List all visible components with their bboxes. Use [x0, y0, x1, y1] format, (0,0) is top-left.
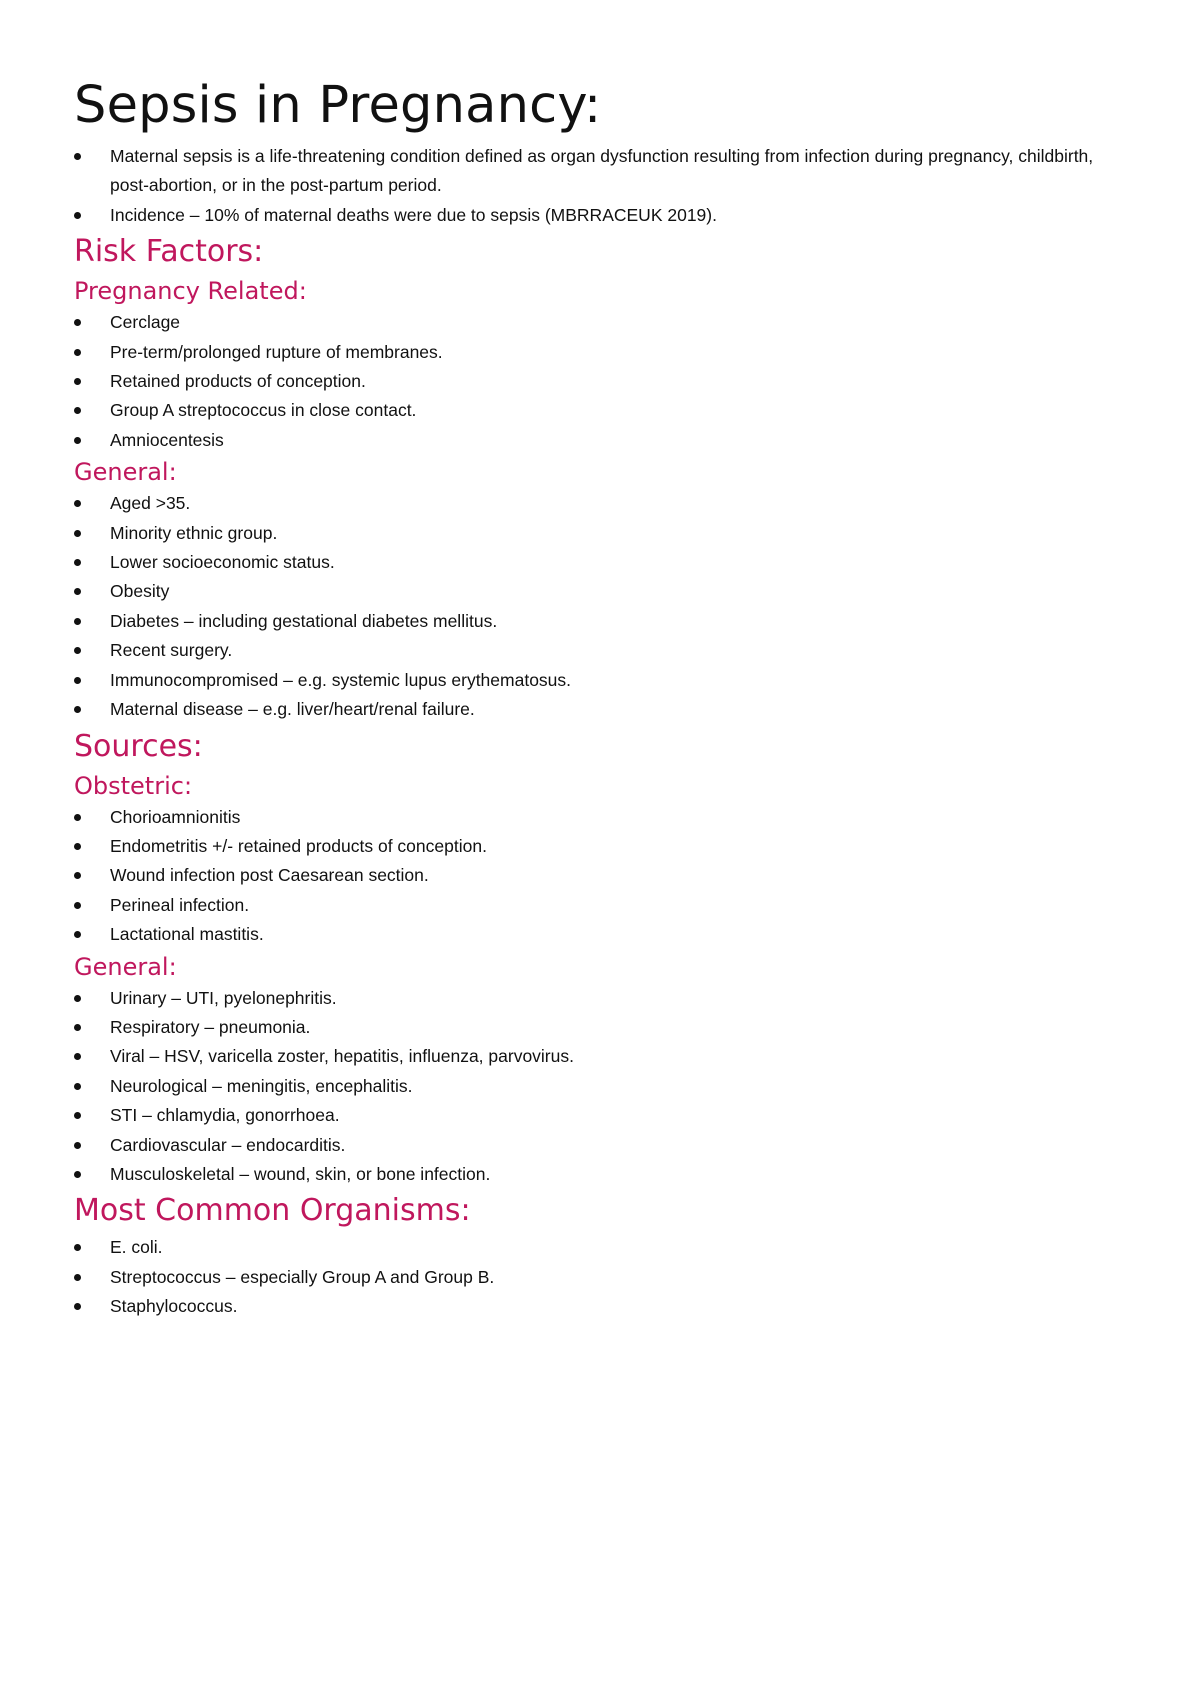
list-item-text: Urinary – UTI, pyelonephritis. [110, 987, 337, 1008]
list-item [74, 984, 1134, 1013]
list-item [74, 1072, 1134, 1101]
list-item-text: Incidence – 10% of maternal deaths were due to sepsis (MBRRACEUK 2019). [110, 204, 717, 225]
bullet-icon [74, 931, 81, 938]
list-item-text: Recent surgery. [110, 640, 233, 661]
list-item-text: Musculoskeletal – wound, skin, or bone infection. [110, 1163, 491, 1184]
bullet-icon [74, 437, 81, 444]
list-item [74, 666, 1134, 695]
risk-general-list [74, 489, 1134, 724]
list-item [74, 426, 1134, 455]
list-item-text: Wound infection post Caesarean section. [110, 865, 429, 886]
bullet-icon [74, 378, 81, 385]
list-item-text: E. coli. [110, 1237, 163, 1258]
list-item [74, 548, 1134, 577]
list-item-text: Aged >35. [110, 493, 191, 514]
bullet-icon [74, 349, 81, 356]
list-item [74, 1160, 1134, 1189]
list-item [74, 338, 1134, 367]
section-heading-organisms: Most Common Organisms: [74, 1193, 471, 1229]
organisms-list [74, 1233, 1134, 1321]
bullet-icon [74, 1274, 81, 1281]
list-item-text: Maternal sepsis is a life-threatening condition defined as organ dysfunction resulting from infection during pregnancy, childbirth, post-abortion, or in the post-partum period. [110, 146, 1094, 196]
section-heading-sources: Sources: [74, 728, 203, 764]
subsection-heading-pregnancy-related: Pregnancy Related: [74, 277, 307, 306]
list-item-text: Respiratory – pneumonia. [110, 1016, 311, 1037]
list-item-text: STI – chlamydia, gonorrhoea. [110, 1105, 340, 1126]
list-item-text: Endometritis +/- retained products of conception. [110, 835, 487, 856]
list-item [74, 201, 1134, 230]
list-item [74, 832, 1134, 861]
list-item-text: Obesity [110, 581, 170, 602]
list-item [74, 891, 1134, 920]
list-item-text: Retained products of conception. [110, 371, 366, 392]
list-item-text: Minority ethnic group. [110, 522, 278, 543]
bullet-icon [74, 618, 81, 625]
list-item-text: Cerclage [110, 312, 181, 333]
bullet-icon [74, 407, 81, 414]
list-item [74, 1131, 1134, 1160]
list-item [74, 577, 1134, 606]
bullet-icon [74, 559, 81, 566]
list-item [74, 1042, 1134, 1071]
bullet-icon [74, 677, 81, 684]
bullet-icon [74, 1244, 81, 1251]
bullet-icon [74, 1112, 81, 1119]
list-item-text: Pre-term/prolonged rupture of membranes. [110, 341, 443, 362]
bullet-icon [74, 814, 81, 821]
sources-general-list [74, 984, 1134, 1190]
section-heading-risk-factors: Risk Factors: [74, 234, 264, 270]
list-item-text: Lower socioeconomic status. [110, 552, 335, 573]
list-item-text: Chorioamnionitis [110, 806, 241, 827]
list-item-text: Group A streptococcus in close contact. [110, 400, 417, 421]
list-item [74, 308, 1134, 337]
subsection-heading-risk-general: General: [74, 458, 177, 487]
list-item [74, 367, 1134, 396]
list-item-text: Immunocompromised – e.g. systemic lupus erythematosus. [110, 669, 572, 690]
list-item-text: Perineal infection. [110, 894, 250, 915]
list-item [74, 1292, 1134, 1321]
bullet-icon [74, 995, 81, 1002]
bullet-icon [74, 1303, 81, 1310]
list-item-text: Viral – HSV, varicella zoster, hepatitis, influenza, parvovirus. [110, 1046, 574, 1067]
list-item [74, 695, 1134, 724]
intro-list [74, 142, 1134, 230]
list-item-text: Lactational mastitis. [110, 924, 264, 945]
bullet-icon [74, 153, 81, 160]
list-item-text: Amniocentesis [110, 429, 224, 450]
list-item [74, 1101, 1134, 1130]
list-item [74, 1233, 1134, 1262]
bullet-icon [74, 1171, 81, 1178]
list-item-text: Maternal disease – e.g. liver/heart/renal failure. [110, 699, 475, 720]
bullet-icon [74, 872, 81, 879]
list-item [74, 636, 1134, 665]
bullet-icon [74, 647, 81, 654]
document-page [74, 70, 1134, 1322]
list-item [74, 1263, 1134, 1292]
list-item [74, 607, 1134, 636]
list-item [74, 519, 1134, 548]
bullet-icon [74, 1024, 81, 1031]
list-item-text: Neurological – meningitis, encephalitis. [110, 1075, 413, 1096]
list-item [74, 142, 1134, 201]
bullet-icon [74, 500, 81, 507]
bullet-icon [74, 706, 81, 713]
list-item [74, 396, 1134, 425]
list-item-text: Cardiovascular – endocarditis. [110, 1134, 346, 1155]
bullet-icon [74, 319, 81, 326]
list-item [74, 920, 1134, 949]
page-title: Sepsis in Pregnancy: [74, 76, 602, 135]
subsection-heading-obstetric: Obstetric: [74, 771, 193, 800]
obstetric-list [74, 803, 1134, 950]
list-item [74, 803, 1134, 832]
list-item [74, 489, 1134, 518]
pregnancy-related-list [74, 308, 1134, 455]
bullet-icon [74, 902, 81, 909]
bullet-icon [74, 1142, 81, 1149]
bullet-icon [74, 212, 81, 219]
subsection-heading-sources-general: General: [74, 952, 177, 981]
bullet-icon [74, 1083, 81, 1090]
list-item-text: Staphylococcus. [110, 1296, 238, 1317]
bullet-icon [74, 588, 81, 595]
list-item-text: Diabetes – including gestational diabetes mellitus. [110, 610, 498, 631]
list-item-text: Streptococcus – especially Group A and Group B. [110, 1266, 495, 1287]
bullet-icon [74, 843, 81, 850]
list-item [74, 1013, 1134, 1042]
bullet-icon [74, 1053, 81, 1060]
list-item [74, 861, 1134, 890]
bullet-icon [74, 530, 81, 537]
